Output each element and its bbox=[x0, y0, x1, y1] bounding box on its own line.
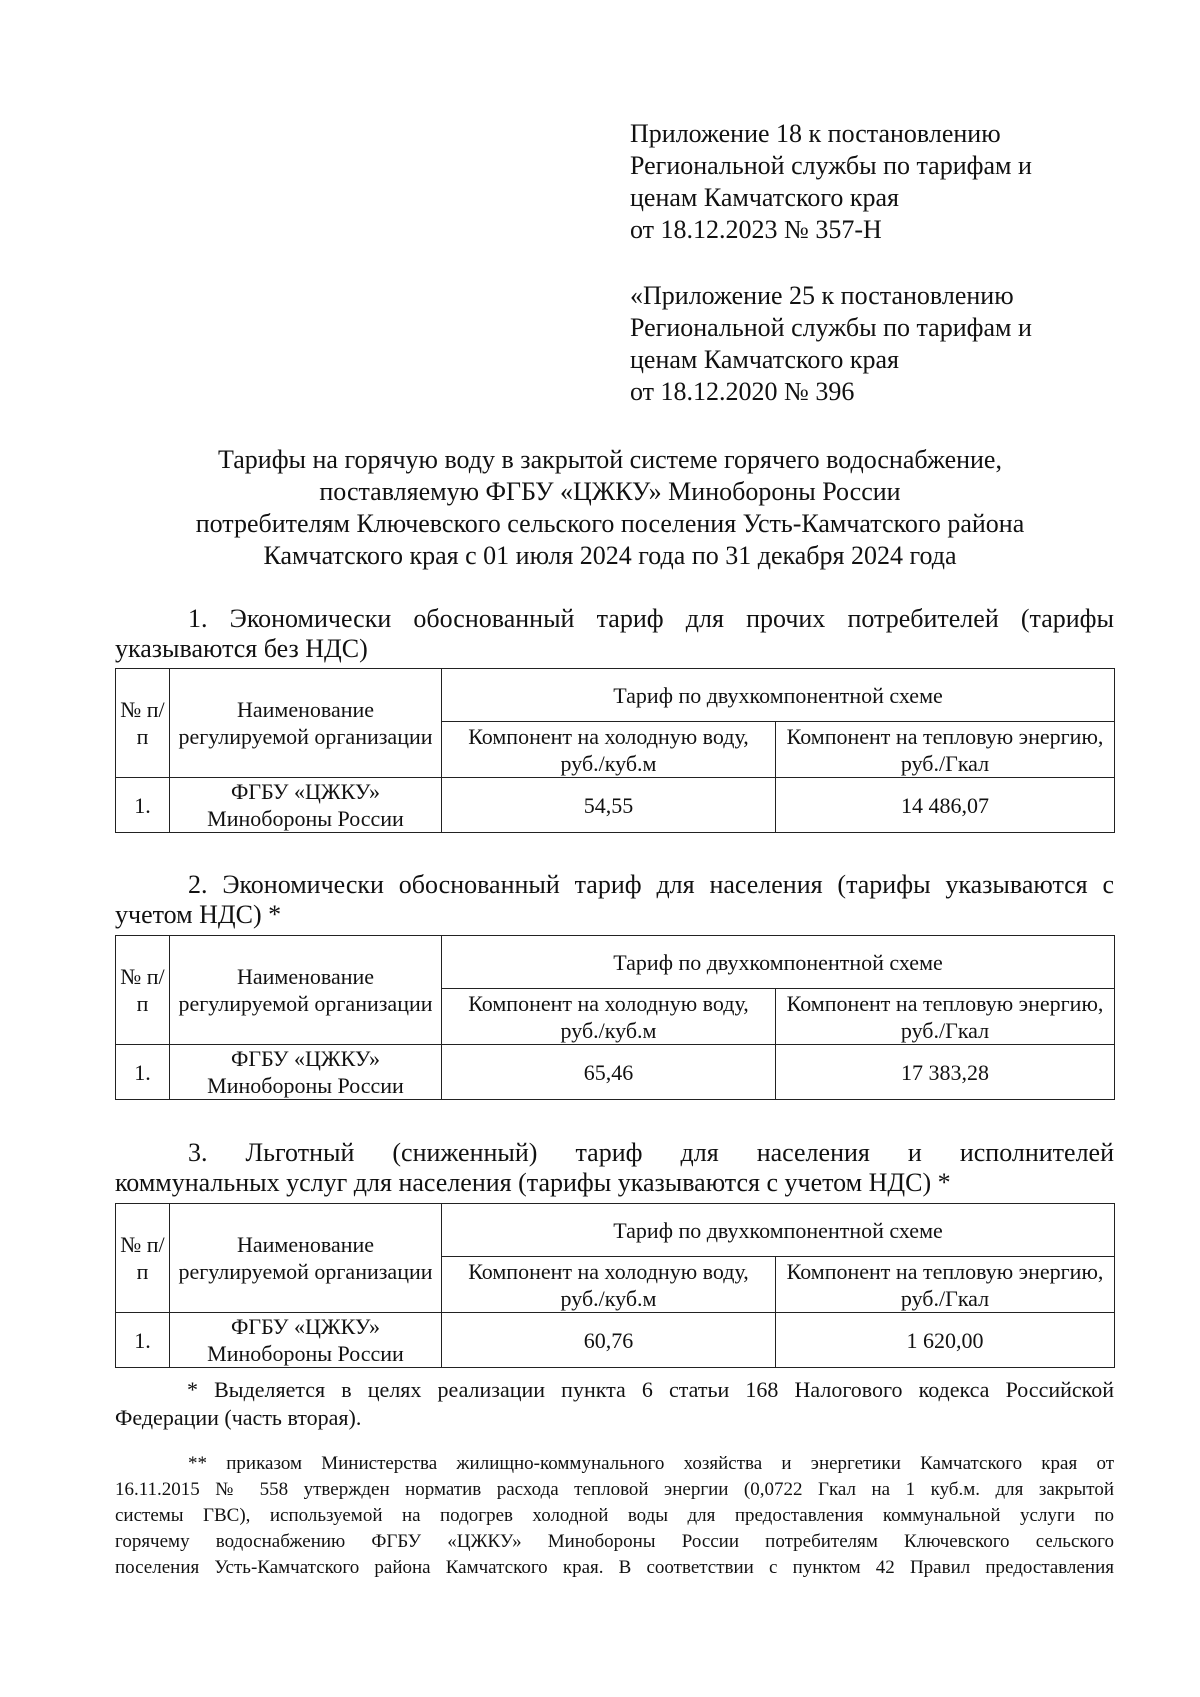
appendix-line: ценам Камчатского края bbox=[630, 183, 899, 212]
header-heat-component: Компонент на тепловую энергию, руб./Гкал bbox=[776, 1257, 1115, 1313]
appendix-line: от 18.12.2023 № 357-Н bbox=[630, 215, 882, 244]
appendix-line: от 18.12.2020 № 396 bbox=[630, 377, 855, 406]
section-heading-line: указываются без НДС) bbox=[115, 634, 368, 663]
cell-number: 1. bbox=[116, 778, 170, 833]
appendix-line: Региональной службы по тарифам и bbox=[630, 151, 1032, 180]
footnote-line: горячему водоснабжению ФГБУ «ЦЖКУ» Минобороны России потребителям Ключевского сельского bbox=[115, 1531, 1114, 1552]
appendix-line: Приложение 18 к постановлению bbox=[630, 119, 1001, 148]
header-cold-component: Компонент на холодную воду, руб./куб.м bbox=[442, 722, 776, 778]
section-heading-line: 2. Экономически обоснованный тариф для населения (тарифы указываются с bbox=[188, 870, 1114, 899]
cell-heat-value: 17 383,28 bbox=[776, 1045, 1115, 1100]
section-3-heading bbox=[115, 1138, 1114, 1198]
footnote-norm bbox=[115, 1451, 1114, 1581]
header-organization: Наименование регулируемой организации bbox=[170, 669, 442, 778]
cell-number: 1. bbox=[116, 1313, 170, 1368]
footnote-line: поселения Усть-Камчатского района Камчатского края. В соответствии с пунктом 42 Правил предоставления bbox=[115, 1557, 1114, 1578]
document-title bbox=[110, 444, 1110, 572]
title-line: потребителям Ключевского сельского поселения Усть-Камчатского района bbox=[195, 509, 1025, 538]
appendix-line: «Приложение 25 к постановлению bbox=[630, 281, 1014, 310]
footnote-vat bbox=[115, 1376, 1114, 1432]
section-heading-line: учетом НДС) * bbox=[115, 900, 282, 929]
header-organization: Наименование регулируемой организации bbox=[170, 936, 442, 1045]
header-two-component: Тариф по двухкомпонентной схеме bbox=[442, 1204, 1115, 1257]
header-two-component: Тариф по двухкомпонентной схеме bbox=[442, 936, 1115, 989]
header-number: № п/п bbox=[116, 936, 170, 1045]
cell-cold-value: 54,55 bbox=[442, 778, 776, 833]
cell-organization: ФГБУ «ЦЖКУ» Минобороны России bbox=[170, 778, 442, 833]
section-2-heading bbox=[115, 870, 1114, 930]
section-heading-line: 3. Льготный (сниженный) тариф для населения и исполнителей bbox=[188, 1138, 1114, 1167]
cell-number: 1. bbox=[116, 1045, 170, 1100]
cell-heat-value: 1 620,00 bbox=[776, 1313, 1115, 1368]
header-heat-component: Компонент на тепловую энергию, руб./Гкал bbox=[776, 989, 1115, 1045]
cell-organization: ФГБУ «ЦЖКУ» Минобороны России bbox=[170, 1313, 442, 1368]
appendix-line: ценам Камчатского края bbox=[630, 345, 899, 374]
table-row bbox=[116, 1045, 1115, 1100]
footnote-line: системы ГВС), используемой на подогрев холодной воды для предоставления коммунальной услуги по bbox=[115, 1505, 1114, 1526]
cell-cold-value: 65,46 bbox=[442, 1045, 776, 1100]
header-number: № п/п bbox=[116, 669, 170, 778]
section-1-heading bbox=[115, 604, 1114, 664]
table-row bbox=[116, 778, 1115, 833]
cell-cold-value: 60,76 bbox=[442, 1313, 776, 1368]
appendix-current-reference bbox=[630, 118, 1032, 246]
header-cold-component: Компонент на холодную воду, руб./куб.м bbox=[442, 1257, 776, 1313]
tariff-table-2 bbox=[115, 935, 1115, 1100]
footnote-line: 16.11.2015 № 558 утвержден норматив расхода тепловой энергии (0,0722 Гкал на 1 куб.м. для закрытой bbox=[115, 1479, 1114, 1500]
title-line: поставляемую ФГБУ «ЦЖКУ» Минобороны России bbox=[319, 477, 901, 506]
header-number: № п/п bbox=[116, 1204, 170, 1313]
footnote-line: ** приказом Министерства жилищно-коммунального хозяйства и энергетики Камчатского края от bbox=[188, 1453, 1114, 1474]
header-two-component: Тариф по двухкомпонентной схеме bbox=[442, 669, 1115, 722]
section-heading-line: 1. Экономически обоснованный тариф для прочих потребителей (тарифы bbox=[188, 604, 1114, 633]
appendix-line: Региональной службы по тарифам и bbox=[630, 313, 1032, 342]
table-row bbox=[116, 1313, 1115, 1368]
footnote-line: Федерации (часть вторая). bbox=[115, 1405, 362, 1430]
cell-heat-value: 14 486,07 bbox=[776, 778, 1115, 833]
appendix-original-reference bbox=[630, 280, 1032, 408]
title-line: Камчатского края с 01 июля 2024 года по 31 декабря 2024 года bbox=[263, 541, 957, 570]
title-line: Тарифы на горячую воду в закрытой системе горячего водоснабжение, bbox=[218, 445, 1002, 474]
tariff-table-3 bbox=[115, 1203, 1115, 1368]
header-cold-component: Компонент на холодную воду, руб./куб.м bbox=[442, 989, 776, 1045]
footnote-line: * Выделяется в целях реализации пункта 6 статьи 168 Налогового кодекса Российской bbox=[187, 1377, 1114, 1402]
cell-organization: ФГБУ «ЦЖКУ» Минобороны России bbox=[170, 1045, 442, 1100]
header-heat-component: Компонент на тепловую энергию, руб./Гкал bbox=[776, 722, 1115, 778]
header-organization: Наименование регулируемой организации bbox=[170, 1204, 442, 1313]
tariff-table-1 bbox=[115, 668, 1115, 833]
section-heading-line: коммунальных услуг для населения (тарифы указываются с учетом НДС) * bbox=[115, 1168, 951, 1197]
